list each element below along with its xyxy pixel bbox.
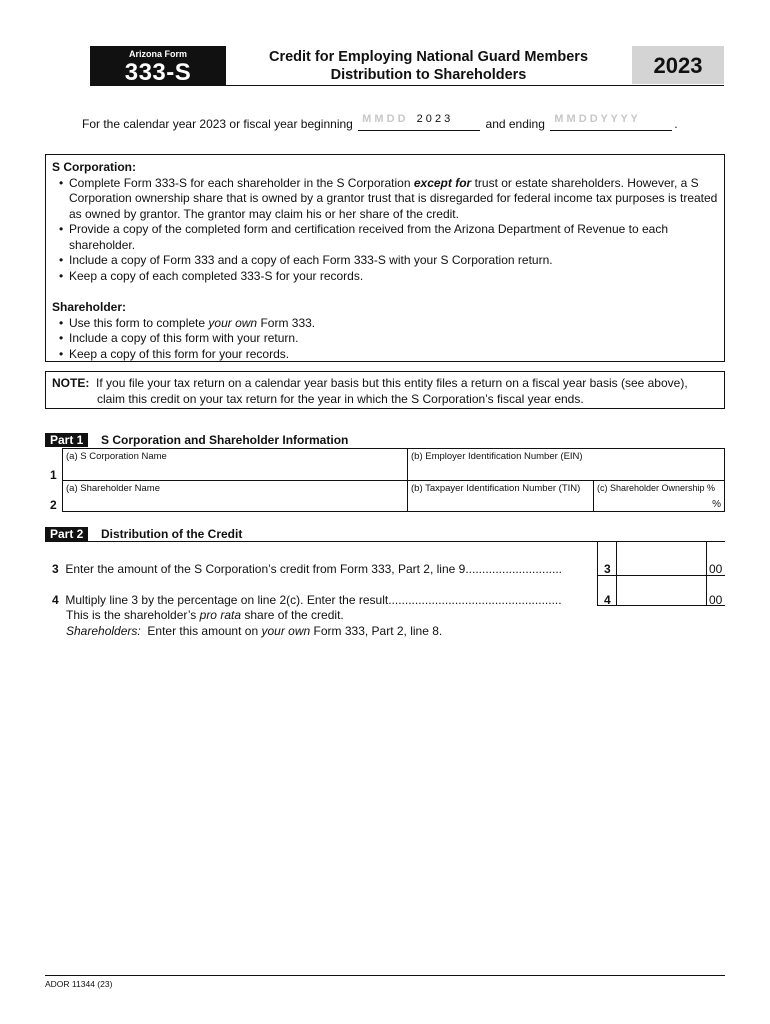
begin-date-year: 2 0 2 3	[416, 113, 451, 126]
shareholder-name-label: (a) Shareholder Name	[66, 483, 160, 494]
calendar-prefix: For the calendar year 2023 or fiscal year beginning	[82, 117, 353, 131]
amount-column-divider	[616, 541, 617, 606]
part2-rule	[45, 541, 725, 542]
form-title	[226, 48, 631, 84]
s-corp-item: • Include a copy of Form 333 and a copy of each Form 333-S with your S Corporation return.	[69, 253, 718, 269]
shareholder-item: • Keep a copy of this form for your records.	[69, 347, 718, 363]
ownership-field[interactable]	[593, 480, 725, 512]
form-code: ADOR 11344 (23)	[45, 979, 113, 989]
fiscal-year-line	[82, 113, 678, 131]
part2-title: Distribution of the Credit	[101, 527, 243, 541]
shareholder-name-field[interactable]	[62, 480, 408, 512]
form-label: Arizona Form	[128, 49, 187, 59]
line3-box-number: 3	[604, 562, 611, 576]
part2-label: Part 2	[45, 527, 88, 541]
s-corp-item: • Keep a copy of each completed 333-S for your records.	[69, 269, 718, 285]
footer-rule	[45, 975, 725, 976]
calendar-middle: and ending	[485, 117, 545, 131]
line1-number: 1	[50, 468, 57, 482]
s-corp-item: • Provide a copy of the completed form and certification received from the Arizona Department of Revenue to each shareholder.	[69, 222, 718, 253]
line4-row	[52, 593, 562, 609]
percent-sign: %	[712, 499, 721, 510]
line4-cents: 00	[709, 593, 723, 607]
ein-field[interactable]	[407, 448, 725, 481]
line3-number: 3	[52, 562, 59, 576]
cents-divider	[706, 541, 707, 606]
s-corp-heading: S Corporation:	[52, 160, 136, 174]
shareholder-item: • Include a copy of this form with your return.	[69, 331, 718, 347]
s-corp-name-label: (a) S Corporation Name	[66, 451, 167, 462]
end-date-field[interactable]	[550, 113, 672, 131]
tin-label: (b) Taxpayer Identification Number (TIN)	[411, 483, 581, 494]
line3-amount-input[interactable]	[618, 552, 705, 574]
line4-amount-input[interactable]	[618, 582, 705, 604]
shareholder-heading: Shareholder:	[52, 300, 127, 314]
header-rule	[226, 85, 724, 86]
line3-text: Enter the amount of the S Corporation’s credit from Form 333, Part 2, line 9.............................	[65, 562, 563, 576]
line4-text: Multiply line 3 by the percentage on line 2(c). Enter the result....................................................	[65, 593, 562, 607]
note-label: NOTE:	[52, 376, 90, 390]
begin-date-placeholder: M M D D	[362, 113, 406, 126]
instructions-box	[45, 154, 725, 362]
end-date-placeholder: M M D D Y Y Y Y	[554, 113, 638, 126]
line4-subtext1: This is the shareholder’s pro rata share of the credit.	[66, 608, 344, 622]
note-text-1: If you file your tax return on a calendar year basis but this entity files a return on a fiscal year basis (see above),	[96, 376, 688, 390]
shareholder-item: • Use this form to complete your own Form 333.	[69, 316, 718, 332]
s-corp-item: • Complete Form 333-S for each shareholder in the S Corporation except for trust or estate shareholders. However, a S Corporation ownership share that is owned by a grantor trust that is disregarded for federal income tax purposes is treated as owned by grantor. The grantor may claim his or her share of the credit.	[69, 176, 718, 223]
tin-field[interactable]	[407, 480, 594, 512]
note-box	[45, 371, 725, 409]
calendar-suffix: .	[674, 117, 678, 131]
title-line1: Credit for Employing National Guard Members	[268, 49, 589, 65]
tax-year: 2023	[632, 46, 724, 84]
line3-rule	[597, 575, 725, 576]
part1-label: Part 1	[45, 433, 88, 447]
line3-cents: 00	[709, 562, 723, 576]
part1-title: S Corporation and Shareholder Information	[101, 433, 349, 447]
line3-row	[52, 562, 562, 578]
note-text-2: claim this credit on your tax return for the year in which the S Corporation’s fiscal year ends.	[97, 392, 584, 406]
line4-box-number: 4	[604, 593, 611, 607]
begin-date-field[interactable]	[358, 113, 480, 131]
line4-rule	[597, 605, 725, 606]
s-corp-name-field[interactable]	[62, 448, 408, 481]
line2-number: 2	[50, 498, 57, 512]
ownership-label: (c) Shareholder Ownership %	[597, 483, 716, 493]
amount-column-left	[597, 541, 598, 606]
form-number-box	[90, 46, 226, 86]
title-line2: Distribution to Shareholders	[330, 67, 527, 83]
ein-label: (b) Employer Identification Number (EIN)	[411, 451, 583, 462]
line4-number: 4	[52, 593, 59, 607]
line4-subtext2: Shareholders: Enter this amount on your own Form 333, Part 2, line 8.	[66, 624, 443, 638]
form-number: 333-S	[124, 59, 192, 86]
